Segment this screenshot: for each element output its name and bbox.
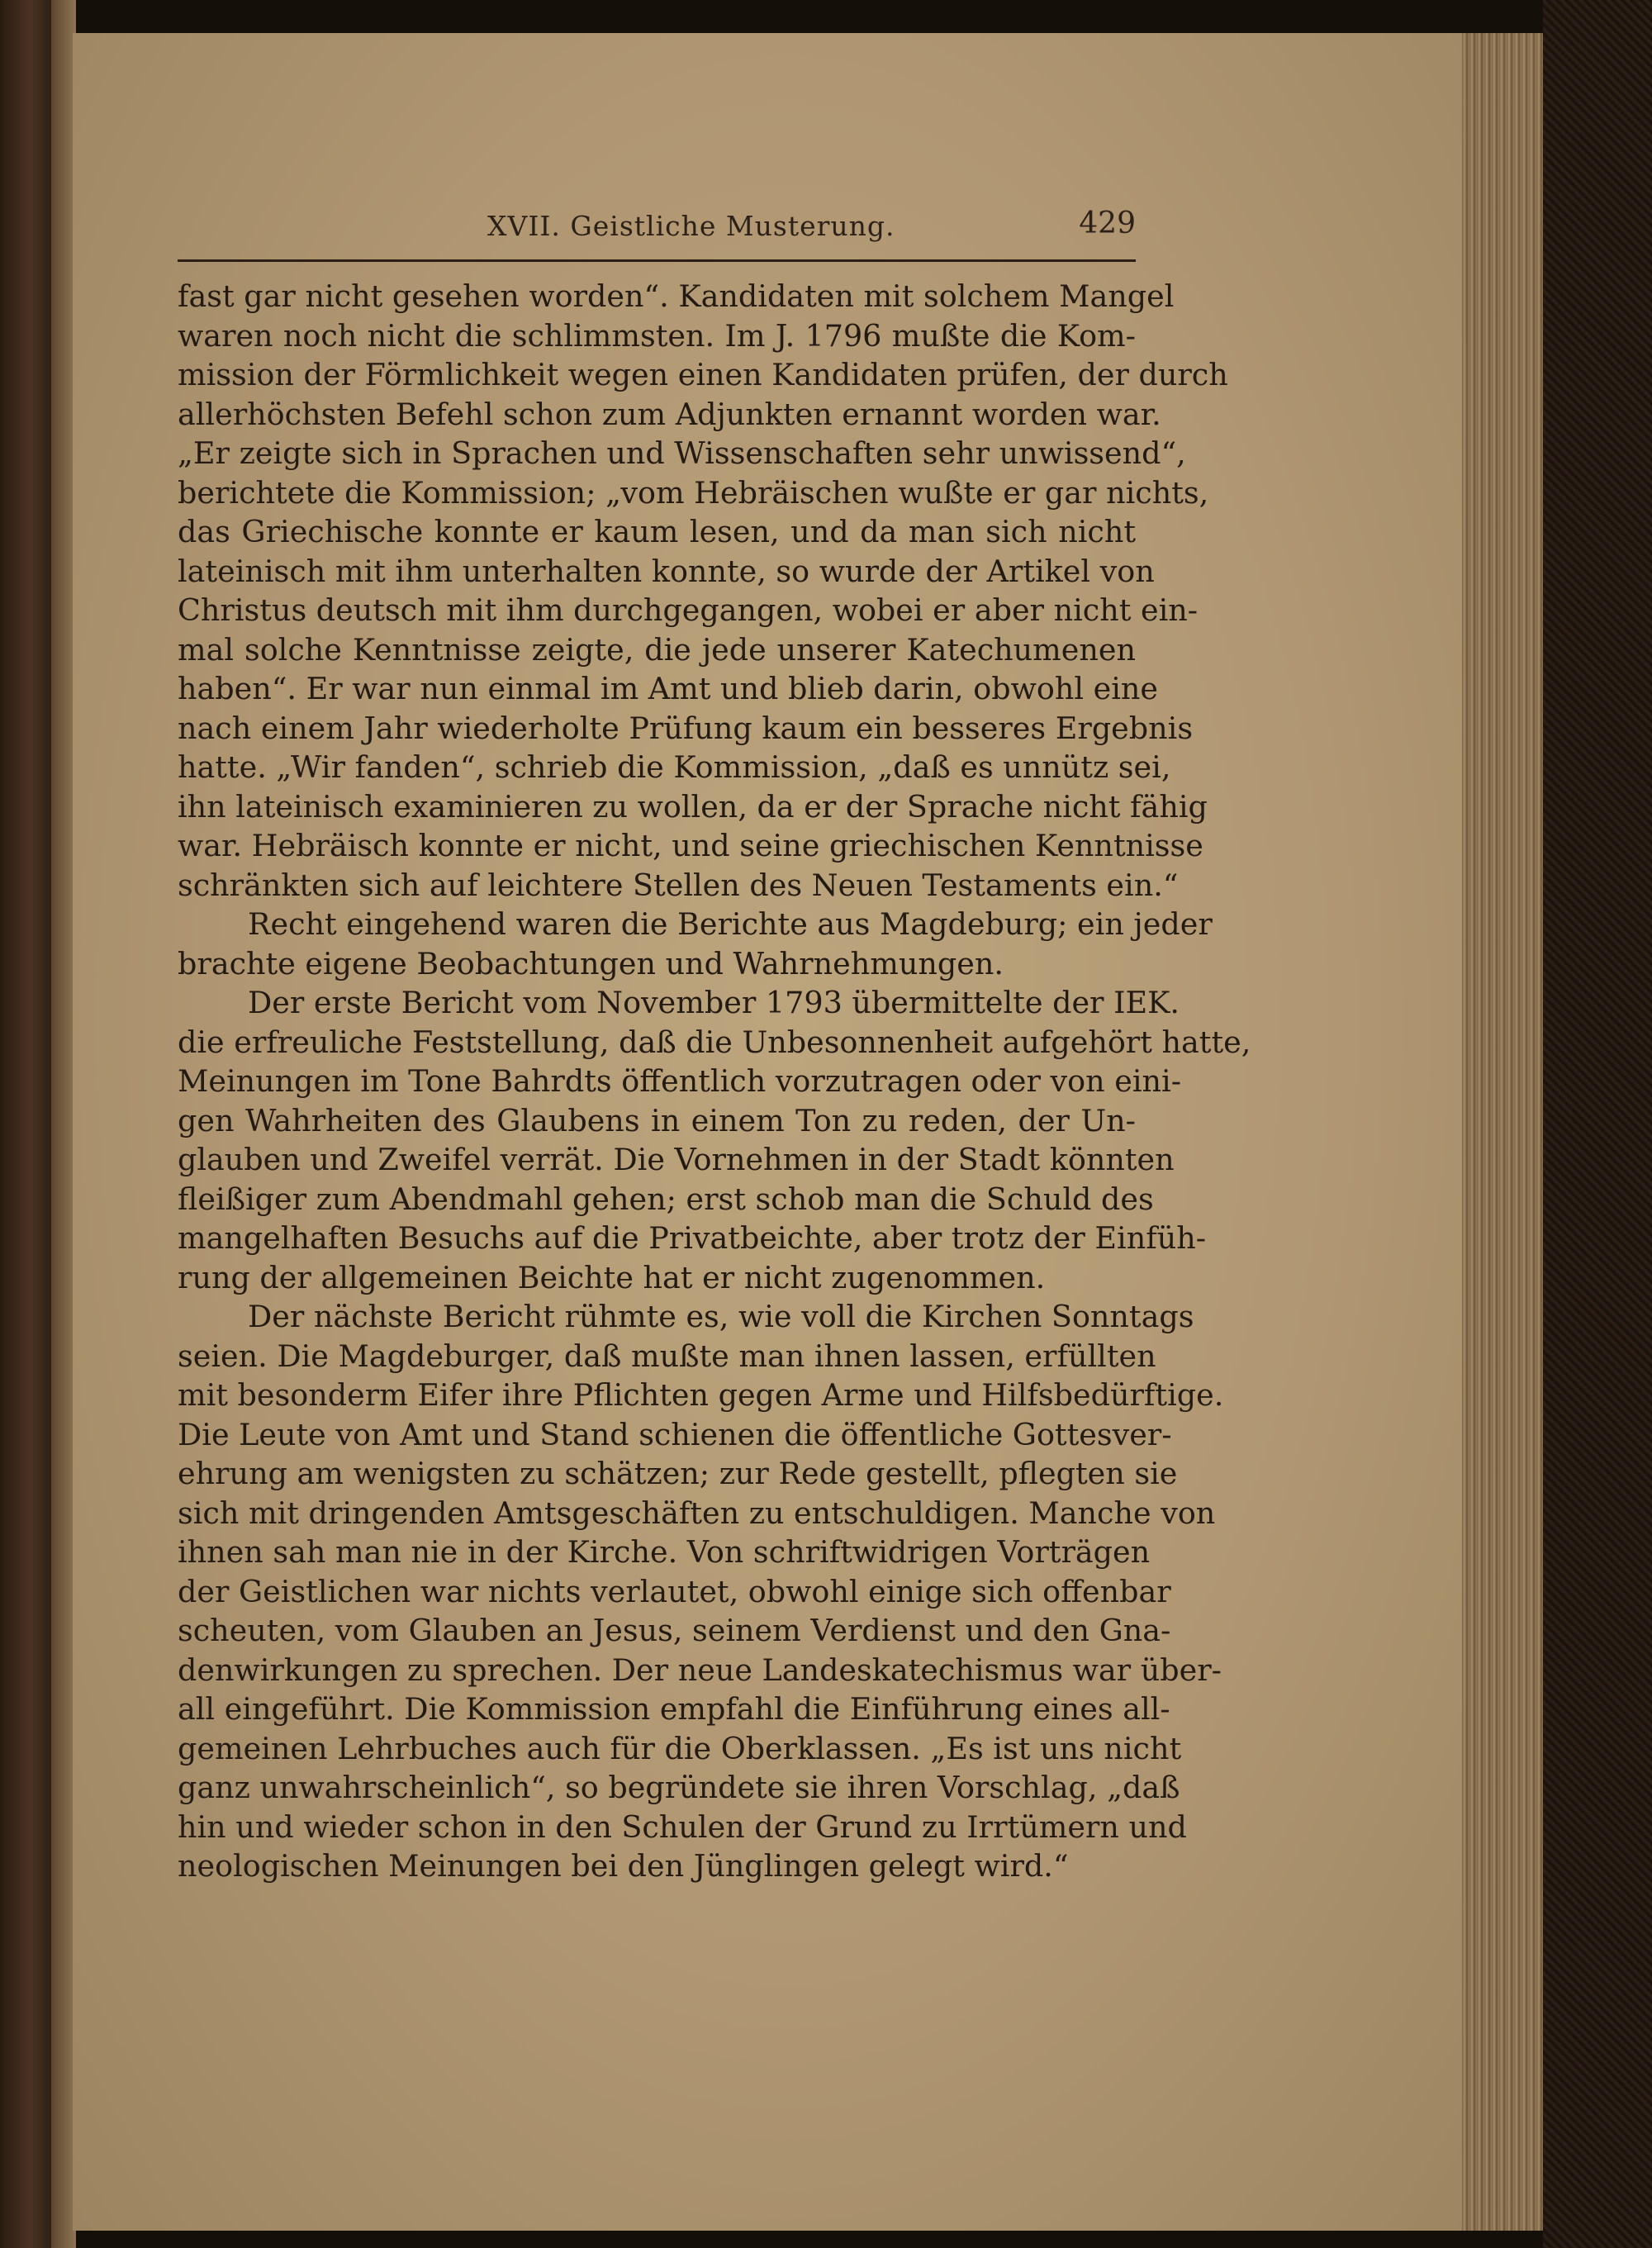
text-line: mangelhaften Besuchs auf die Privatbeichte, aber trotz der Einfüh- — [178, 1220, 1207, 1256]
text-line: das Griechische konnte er kaum lesen, und da man sich nicht — [178, 514, 1136, 549]
text-line: der Geistlichen war nichts verlautet, obwohl einige sich offenbar — [178, 1573, 1171, 1609]
text-line: glauben und Zweifel verrät. Die Vornehmen in der Stadt könnten — [178, 1142, 1175, 1177]
text-line: schränkten sich auf leichtere Stellen des Neuen Testaments ein.“ — [178, 867, 1179, 903]
text-line: mit besonderm Eifer ihre Pflichten gegen Arme und Hilfsbedürftige. — [178, 1377, 1224, 1413]
text-line: fleißiger zum Abendmahl gehen; erst schob man die Schuld des — [178, 1181, 1154, 1217]
running-title: XVII. Geistliche Musterung. — [487, 210, 895, 242]
text-line: Recht eingehend waren die Berichte aus Magdeburg; ein jeder — [248, 906, 1213, 942]
text-line: scheuten, vom Glauben an Jesus, seinem Verdienst und den Gna- — [178, 1613, 1171, 1648]
text-line: sich mit dringenden Amtsgeschäften zu entschuldigen. Manche von — [178, 1495, 1216, 1531]
text-line: waren noch nicht die schlimmsten. Im J. 1796 mußte die Kom- — [178, 317, 1136, 354]
book-cover-right — [1543, 0, 1652, 2248]
text-line: hin und wieder schon in den Schulen der Grund zu Irrtümern und — [178, 1808, 1187, 1845]
text-line: Der nächste Bericht rühmte es, wie voll die Kirchen Sonntags — [248, 1299, 1194, 1334]
text-line: hatte. „Wir fanden“, schrieb die Kommission, „daß es unnütz sei, — [178, 749, 1171, 785]
page-number: 429 — [1079, 207, 1136, 240]
text-line: war. Hebräisch konnte er nicht, und seine griechischen Kenntnisse — [178, 828, 1203, 863]
text-line: all eingeführt. Die Kommission empfahl die Einführung eines all- — [178, 1691, 1170, 1727]
book-cover-left — [0, 0, 51, 2248]
text-line: ihnen sah man nie in der Kirche. Von schriftwidrigen Vorträgen — [178, 1534, 1151, 1570]
text-line: rung der allgemeinen Beichte hat er nicht zugenommen. — [178, 1259, 1046, 1295]
text-line: allerhöchsten Befehl schon zum Adjunkten ernannt worden war. — [178, 396, 1161, 432]
text-line: haben“. Er war nun einmal im Amt und blieb darin, obwohl eine — [178, 671, 1158, 706]
text-line: Meinungen im Tone Bahrdts öffentlich vorzutragen oder von eini- — [178, 1063, 1182, 1099]
page-header — [178, 205, 1136, 262]
text-line: berichtete die Kommission; „vom Hebräischen wußte er gar nichts, — [178, 474, 1209, 511]
text-line: ganz unwahrscheinlich“, so begründete sie ihren Vorschlag, „daß — [178, 1770, 1180, 1805]
text-line: gen Wahrheiten des Glaubens in einem Ton zu reden, der Un- — [178, 1102, 1136, 1138]
text-line: gemeinen Lehrbuches auch für die Oberklassen. „Es ist uns nicht — [178, 1730, 1182, 1766]
text-line: ihn lateinisch examinieren zu wollen, da er der Sprache nicht fähig — [178, 788, 1208, 825]
text-line: Die Leute von Amt und Stand schienen die öffentliche Gottesver- — [178, 1416, 1172, 1452]
text-line: Christus deutsch mit ihm durchgegangen, wobei er aber nicht ein- — [178, 592, 1199, 628]
body-text — [178, 277, 1251, 1886]
text-line: mal solche Kenntnisse zeigte, die jede unserer Katechumenen — [178, 631, 1136, 668]
text-line: neologischen Meinungen bei den Jünglingen gelegt wird.“ — [178, 1848, 1069, 1884]
text-line: lateinisch mit ihm unterhalten konnte, so wurde der Artikel von — [178, 553, 1155, 589]
text-line: Der erste Bericht vom November 1793 übermittelte der IEK. — [248, 985, 1180, 1020]
text-line: brachte eigene Beobachtungen und Wahrnehmungen. — [178, 945, 1004, 981]
text-line: ehrung am wenigsten zu schätzen; zur Rede gestellt, pflegten sie — [178, 1456, 1178, 1491]
page-edges — [1462, 33, 1545, 2231]
text-line: „Er zeigte sich in Sprachen und Wissenschaften sehr unwissend“, — [178, 435, 1186, 471]
text-line: seien. Die Magdeburger, daß mußte man ihnen lassen, erfüllten — [178, 1338, 1156, 1374]
text-line: nach einem Jahr wiederholte Prüfung kaum ein besseres Ergebnis — [178, 710, 1194, 746]
text-line: fast gar nicht gesehen worden“. Kandidaten mit solchem Mangel — [178, 278, 1175, 314]
text-line: die erfreuliche Feststellung, daß die Unbesonnenheit aufgehört hatte, — [178, 1024, 1251, 1060]
text-line: denwirkungen zu sprechen. Der neue Landeskatechismus war über- — [178, 1652, 1222, 1688]
text-line: mission der Förmlichkeit wegen einen Kandidaten prüfen, der durch — [178, 357, 1228, 392]
